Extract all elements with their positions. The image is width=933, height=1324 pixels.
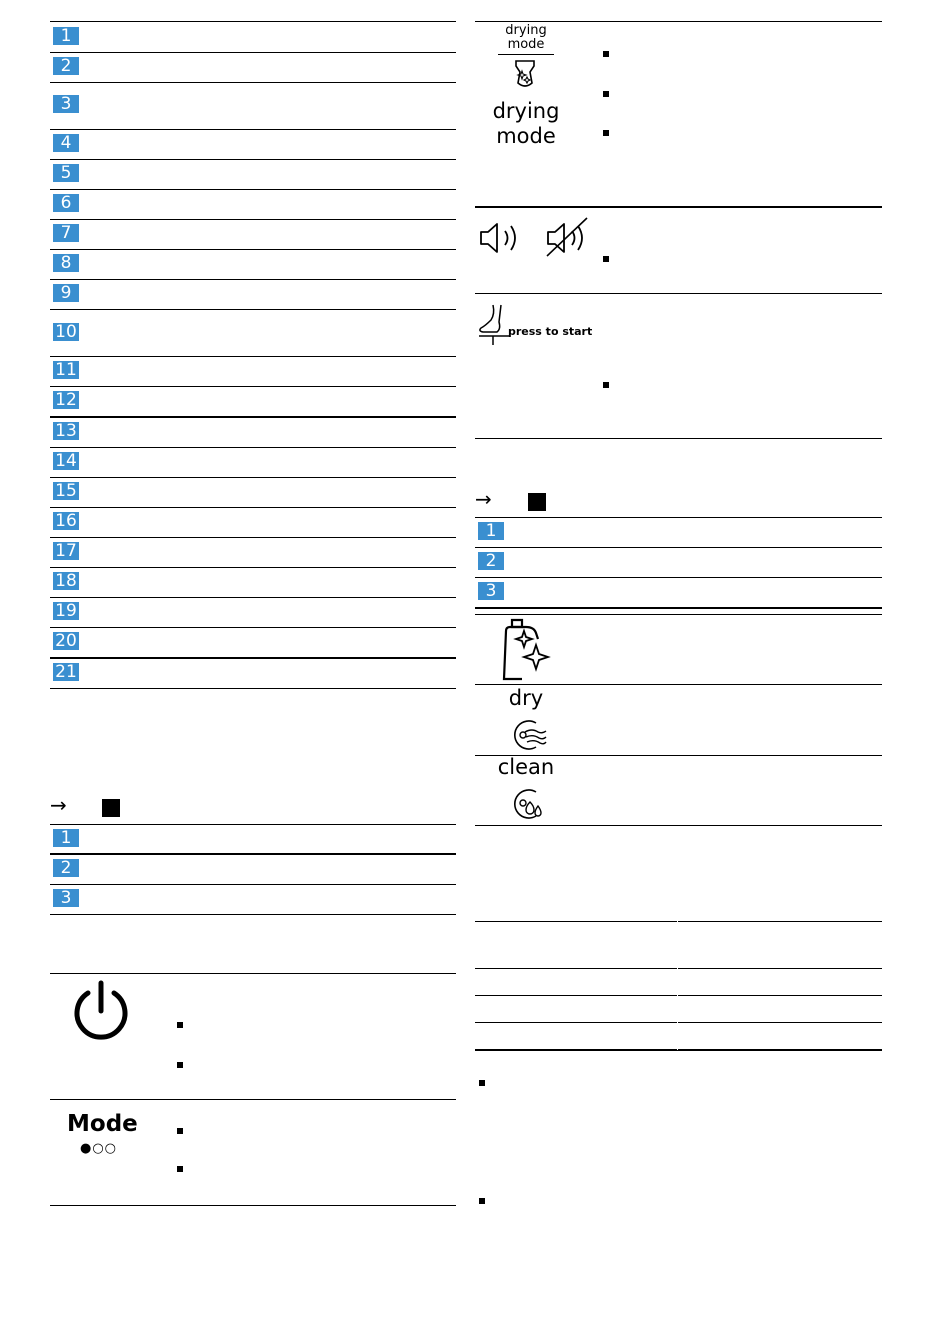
part-number-badge: 15 xyxy=(53,482,79,500)
part-number-badge: 6 xyxy=(53,194,79,212)
table-rule xyxy=(50,627,456,628)
step-number-badge: 2 xyxy=(53,859,79,877)
part-number-badge: 16 xyxy=(53,512,79,530)
bullet xyxy=(177,1062,183,1068)
bullet xyxy=(479,1198,485,1204)
table-rule xyxy=(50,567,456,568)
table-rule xyxy=(50,688,456,689)
table-rule xyxy=(50,356,456,357)
step-number-badge: 2 xyxy=(478,552,504,570)
part-number-badge: 1 xyxy=(53,27,79,45)
part-number-badge: 12 xyxy=(53,391,79,409)
part-number-badge: 14 xyxy=(53,452,79,470)
part-number-badge: 2 xyxy=(53,57,79,75)
label-underline xyxy=(498,54,554,55)
table-rule xyxy=(50,386,456,387)
drying-mode-large-label: mode xyxy=(496,124,556,148)
sound-on-icon xyxy=(478,220,524,256)
column-gap xyxy=(677,921,678,1050)
sound-off-icon xyxy=(545,216,591,258)
bullet xyxy=(177,1166,183,1172)
part-number-badge: 11 xyxy=(53,361,79,379)
part-number-badge: 7 xyxy=(53,224,79,242)
bullet xyxy=(603,382,609,388)
bullet xyxy=(603,130,609,136)
table-rule xyxy=(50,279,456,280)
table-rule xyxy=(50,507,456,508)
step-number-badge: 1 xyxy=(53,829,79,847)
dry-program-icon xyxy=(506,718,548,752)
table-rule xyxy=(475,293,882,294)
table-rule xyxy=(50,159,456,160)
drying-mode-large-label: drying xyxy=(492,99,560,123)
table-rule xyxy=(475,21,882,22)
part-number-badge: 19 xyxy=(53,602,79,620)
part-number-badge: 18 xyxy=(53,572,79,590)
part-number-badge: 20 xyxy=(53,632,79,650)
table-rule xyxy=(475,607,882,609)
table-rule xyxy=(475,1022,882,1023)
black-square-icon xyxy=(528,493,546,511)
table-rule xyxy=(50,249,456,250)
table-rule xyxy=(50,189,456,190)
part-number-badge: 10 xyxy=(53,323,79,341)
table-rule xyxy=(475,438,882,439)
drying-mode-small-label: mode xyxy=(507,37,545,52)
table-rule xyxy=(50,219,456,220)
bullet xyxy=(177,1022,183,1028)
table-rule xyxy=(475,206,882,208)
bullet xyxy=(177,1128,183,1134)
part-number-badge: 13 xyxy=(53,422,79,440)
table-rule xyxy=(50,657,456,659)
bullet xyxy=(603,91,609,97)
mode-label: Mode xyxy=(67,1111,138,1137)
table-rule xyxy=(475,684,882,685)
table-rule xyxy=(50,914,456,915)
power-icon xyxy=(70,979,132,1043)
arrow-right-icon: → xyxy=(50,793,67,817)
part-number-badge: 4 xyxy=(53,134,79,152)
table-rule xyxy=(475,577,882,578)
part-number-badge: 17 xyxy=(53,542,79,560)
table-rule xyxy=(475,968,882,969)
table-rule xyxy=(50,477,456,478)
part-number-badge: 3 xyxy=(53,95,79,113)
table-rule xyxy=(50,537,456,538)
clean-program-icon xyxy=(508,786,548,822)
table-rule xyxy=(50,973,456,974)
table-rule xyxy=(50,1099,456,1100)
table-rule xyxy=(50,597,456,598)
table-rule xyxy=(50,21,456,22)
step-number-badge: 3 xyxy=(478,582,504,600)
table-rule xyxy=(475,614,882,615)
foot-pedal-icon xyxy=(477,302,511,346)
table-rule xyxy=(50,129,456,130)
arrow-right-icon: → xyxy=(475,487,492,511)
mode-indicator-dots: ●○○ xyxy=(80,1141,118,1156)
table-rule xyxy=(50,52,456,53)
part-number-badge: 9 xyxy=(53,284,79,302)
table-rule xyxy=(50,309,456,310)
clean-label: clean xyxy=(497,755,555,779)
table-rule xyxy=(50,82,456,83)
table-rule xyxy=(475,995,882,996)
table-rule xyxy=(475,1049,882,1051)
part-number-badge: 21 xyxy=(53,663,79,681)
step-number-badge: 1 xyxy=(478,522,504,540)
bullet xyxy=(603,256,609,262)
table-rule xyxy=(50,447,456,448)
table-rule xyxy=(475,517,882,518)
table-rule xyxy=(475,547,882,548)
table-rule xyxy=(475,825,882,826)
table-rule xyxy=(50,853,456,855)
press-to-start-label: press to start xyxy=(508,325,593,338)
black-square-icon xyxy=(102,799,120,817)
table-rule xyxy=(50,824,456,825)
dry-label: dry xyxy=(508,686,544,710)
cleaning-bottle-icon xyxy=(500,617,552,681)
table-rule xyxy=(50,1205,456,1206)
bullet xyxy=(479,1080,485,1086)
table-rule xyxy=(50,416,456,418)
part-number-badge: 8 xyxy=(53,254,79,272)
table-rule xyxy=(475,921,882,922)
step-number-badge: 3 xyxy=(53,889,79,907)
table-rule xyxy=(50,884,456,885)
part-number-badge: 5 xyxy=(53,164,79,182)
drying-mode-small-label: drying xyxy=(505,23,547,38)
bullet xyxy=(603,51,609,57)
drying-mode-icon xyxy=(510,58,540,90)
